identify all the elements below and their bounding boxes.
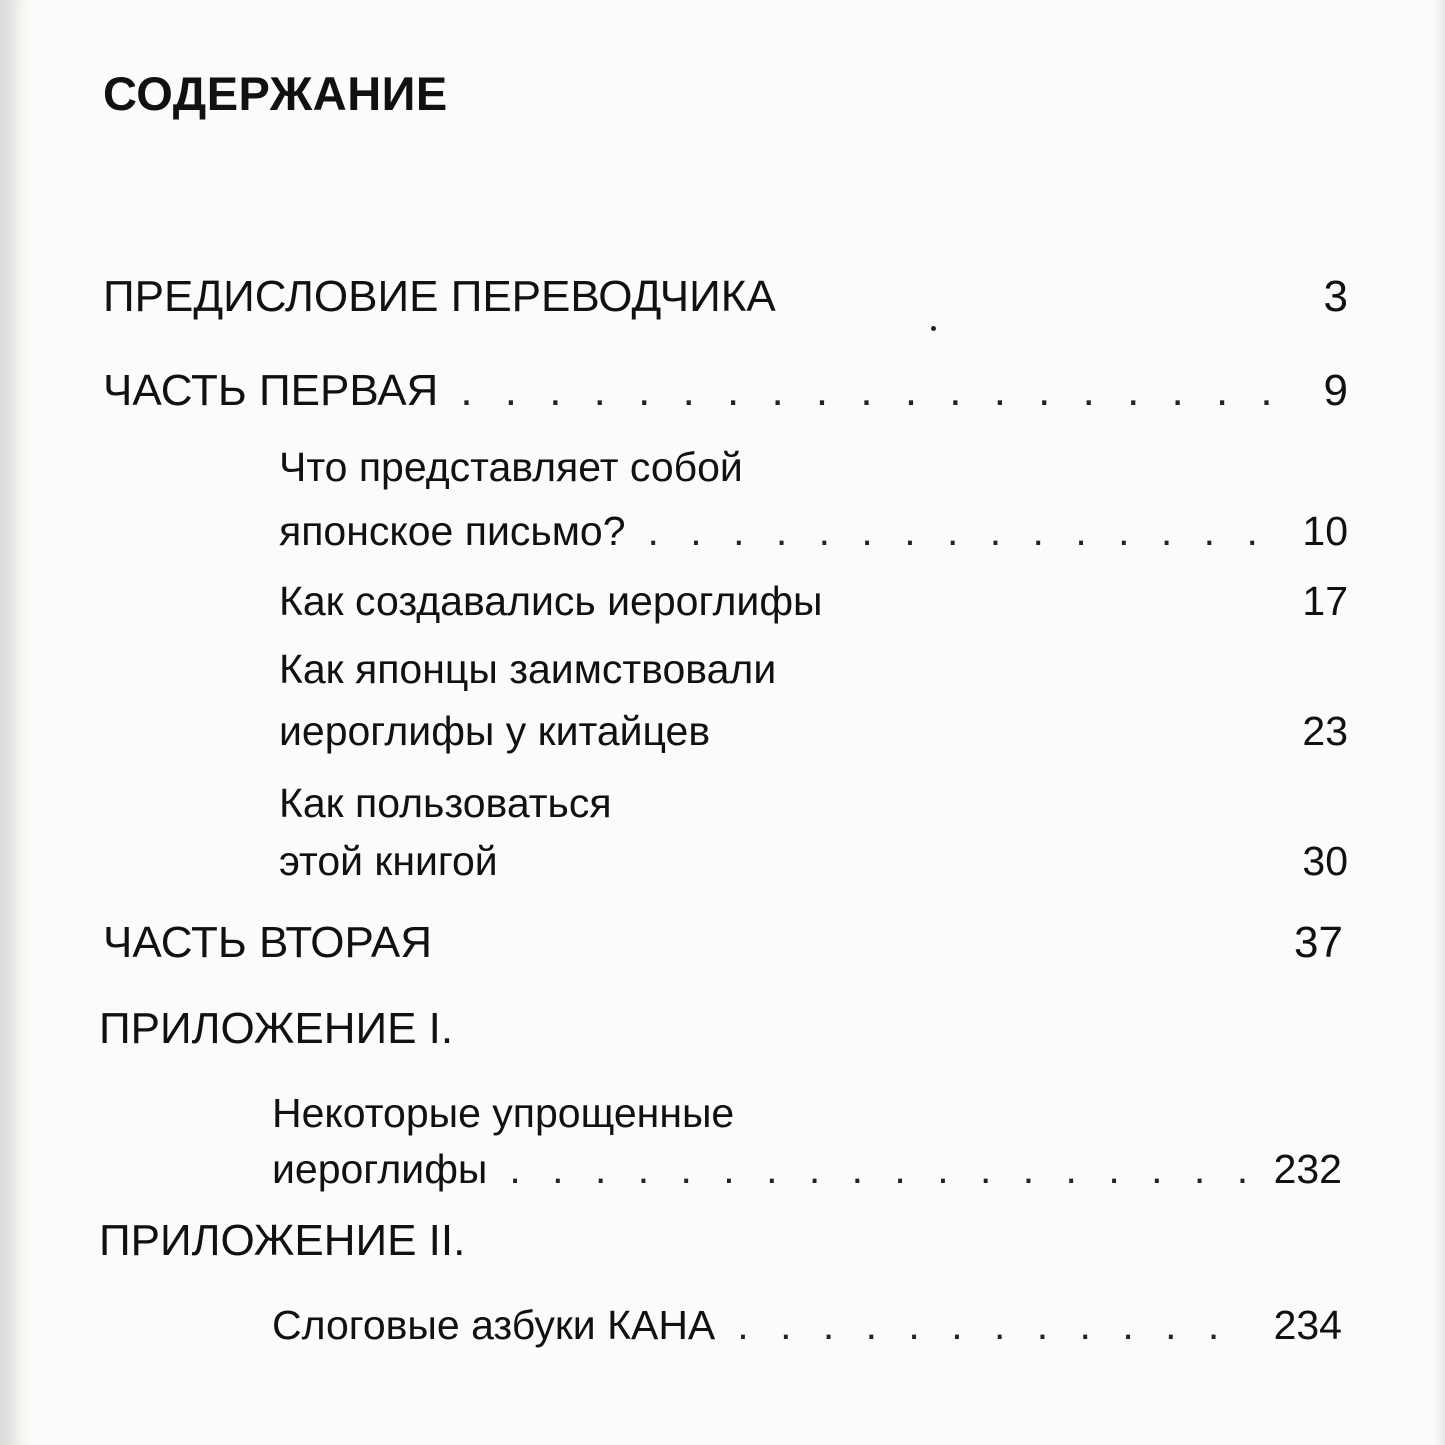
toc-entry-title-continued: японское письмо? xyxy=(279,508,626,554)
dot-leader xyxy=(737,1300,1247,1350)
toc-entry-title: Некоторые упрощенные xyxy=(272,1090,735,1136)
toc-entry-writing-line2 xyxy=(279,506,1348,556)
toc-page-number: 9 xyxy=(1323,366,1348,415)
toc-entry-title: Как пользоваться xyxy=(279,780,612,826)
toc-entry-how-to-use-line2 xyxy=(279,836,1348,886)
dot-leader xyxy=(509,1144,1247,1194)
toc-entry-simplified-line2 xyxy=(272,1144,1342,1194)
toc-entry-title: Как японцы заимствовали xyxy=(279,646,777,692)
toc-entry-title: ПРИЛОЖЕНИЕ II. xyxy=(99,1216,466,1265)
toc-page-number: 37 xyxy=(1294,918,1343,967)
toc-entry-title: Как создавались иероглифы xyxy=(279,578,823,624)
toc-page-number: 17 xyxy=(1302,578,1348,624)
toc-entry-hieroglyph-creation xyxy=(279,576,1348,626)
toc-page-number: 30 xyxy=(1302,838,1348,884)
toc-entry-borrowing-line2 xyxy=(279,706,1348,756)
toc-entry-title: ЧАСТЬ ПЕРВАЯ xyxy=(103,366,439,415)
toc-entry-writing-line1 xyxy=(279,442,1348,492)
toc-page-number: 10 xyxy=(1302,508,1348,554)
toc-entry-simplified-line1 xyxy=(272,1088,1342,1138)
print-speck xyxy=(931,326,936,331)
toc-entry-kana xyxy=(272,1300,1342,1350)
toc-entry-part-one xyxy=(103,366,1348,416)
page-title: СОДЕРЖАНИЕ xyxy=(103,67,448,120)
toc-page-number: 23 xyxy=(1302,708,1348,754)
toc-page-number: 232 xyxy=(1273,1146,1342,1192)
toc-page-number: 3 xyxy=(1323,272,1348,321)
toc-entry-title-continued: этой книгой xyxy=(279,838,498,884)
toc-page-number: 234 xyxy=(1273,1302,1342,1348)
toc-entry-title: Слоговые азбуки КАНА xyxy=(272,1302,716,1348)
toc-entry-preface xyxy=(103,272,1348,322)
toc-entry-borrowing-line1 xyxy=(279,644,1348,694)
toc-entry-title: Что представляет собой xyxy=(279,444,743,490)
toc-entry-title-continued: иероглифы у китайцев xyxy=(279,708,711,754)
toc-entry-appendix-two xyxy=(99,1216,1339,1266)
dot-leader xyxy=(460,366,1297,416)
toc-entry-how-to-use-line1 xyxy=(279,778,1348,828)
dot-leader xyxy=(648,506,1277,556)
toc-entry-part-two xyxy=(103,918,1343,968)
toc-entry-title: ПРИЛОЖЕНИЕ I. xyxy=(99,1004,454,1053)
toc-entry-title: ПРЕДИСЛОВИЕ ПЕРЕВОДЧИКА xyxy=(103,272,776,321)
toc-entry-title: ЧАСТЬ ВТОРАЯ xyxy=(103,918,433,967)
toc-entry-title-continued: иероглифы xyxy=(272,1146,488,1192)
toc-entry-appendix-one xyxy=(99,1004,1339,1054)
